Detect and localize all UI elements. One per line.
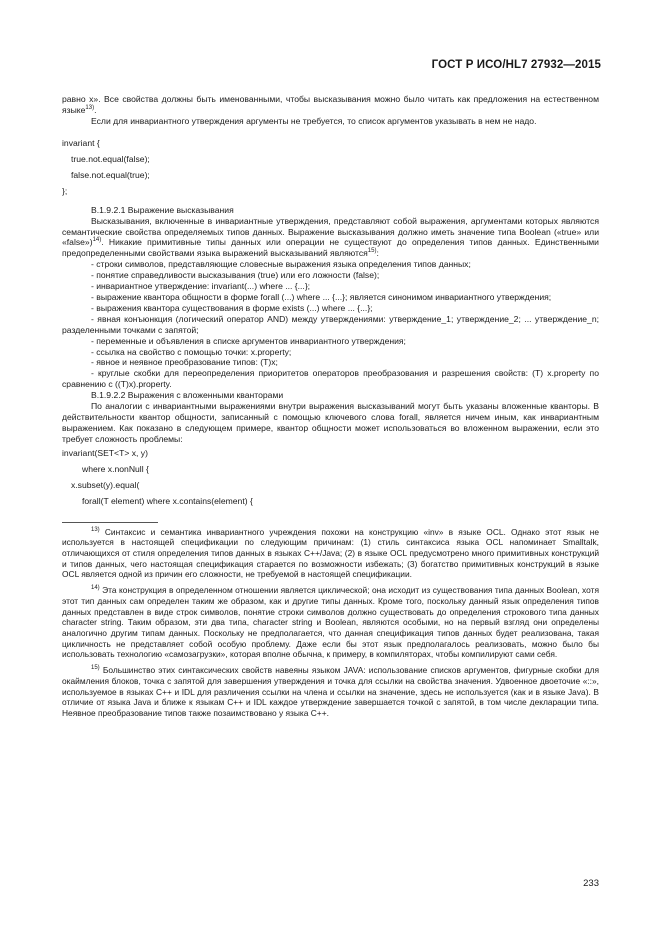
paragraph-text: . (94, 104, 97, 115)
section-title: B.1.9.2.1 Выражение высказывания (91, 204, 234, 215)
list-item: - понятие справедливости высказывания (true) или его ложности (false); (91, 270, 380, 281)
footnote-text: Синтаксис и семантика инвариантного учреждения похожи на конструкцию «inv» в языке OCL. Однако этот язык не используется в настоящей спецификации по следующим причинам: (1) стиль синтаксиса языка OCL напоминает Smalltalk, отличающихся от стиля определения типов данных в языках C++/Java; (2) в языке OCL предусмотрено много примитивных конструкций и типов данных, чего настоящая спецификация старается по возможности избежать; (3) богатство примитивных конструкций в языке OCL является одной из причин его сложности, не требуемой в настоящей спецификации. (62, 526, 600, 580)
footnote-text: Большинство этих синтаксических свойств навеяны языком JAVA: использование списков аргументов, фигурные скобки для окаймления блоков, точка с запятой для завершения утверждения и точка для ссылки на свойства значения. Удвоенное двоеточие «::», используемое в языках C++ и IDL для различения ссылки на члена и ссылки на значение, здесь не используется (как и в языке Java). В отличие от языка Java и ближе к языкам C++ и IDL каждое утверждение завершается точкой с запятой, в том числе декларации типа. Неявное преобразование типов также позаимствовано у языка C++. (62, 665, 599, 718)
paragraph-text: . Никакие примитивные типы данных или операции не существуют до определения типов данных. Единственными предопределенными свойствами языка выражений высказываний являются (62, 237, 599, 259)
paragraph-text: Высказывания, включенные в инвариантные утверждения, представляют собой выражения, аргументами которых являются семантические свойства определяемых типов данных. Выражение высказывания должно иметь значение типа Boolean («true» или «false») (62, 215, 599, 248)
footnote (62, 665, 599, 719)
footnote-ref: 15) (367, 248, 377, 255)
list-item: - ссылка на свойство с помощью точки: x.property; (91, 346, 292, 357)
document-id: ГОСТ Р ИСО/HL7 27932—2015 (431, 59, 601, 71)
footnote-number: 13) (91, 526, 100, 533)
list-item: - выражение квантора общности в форме forall (...) where ... {...}; является синонимом инвариантного утверждения; (91, 291, 552, 302)
paragraph: Если для инвариантного утверждения аргументы не требуется, то список аргументов указывать в нем не надо. (91, 115, 537, 126)
paragraph (62, 94, 599, 116)
code-line: true.not.equal(false); (71, 153, 150, 164)
list-item: - круглые скобки для переопределения приоритетов операторов преобразования и разрешения свойств: (T) x.property по сравнению с ((T)x).property. (62, 368, 599, 390)
footnote-number: 15) (91, 665, 100, 672)
page-content (62, 94, 599, 724)
code-line: false.not.equal(true); (71, 169, 150, 180)
paragraph (62, 216, 599, 260)
page-number: 233 (583, 878, 599, 889)
code-line: forall(T element) where x.contains(element) { (82, 495, 253, 506)
section-title: B.1.9.2.2 Выражения с вложенными кванторами (91, 390, 284, 401)
footnote-text: Эта конструкция в определенном отношении является циклической; она исходит из существования типа данных Boolean, хотя этот тип данных сам определен таким же образом, как и другие типы данных. Кроме того, поскольку данный язык определения типов данных представлен в виде строк символов, понятие строки символов должно существовать до определения строкового типа данных character string. Таким образом, эти два типа, character string и Boolean, являются особыми, но на первый взгляд они определены аналогично другим типам данных. Поскольку не предполагается, что данная спецификация типов данных будет реализована, такая цикличность не представляет собой особую проблему. Даже если бы этот язык предполагалось реализовать, можно было бы использовать технологию «самозагрузки», которая вполне обычна, к примеру, в компиляторах, чтобы компилируют сами себя. (62, 585, 599, 660)
footnote-number: 14) (91, 585, 100, 592)
list-item: - выражения квантора существования в форме exists (...) where ... {...}; (91, 302, 373, 313)
list-item: - явная конъюнкция (логический оператор AND) между утверждениями: утверждение_1; утверждение_2; ... утверждение_n; разделенными точками с запятой; (62, 313, 599, 335)
paragraph: По аналогии с инвариантными выражениями внутри выражения высказываний могут быть указаны вложенные кванторы. В действительности квантор общности, записанный с помощью ключевого слова forall, является ничем иным, как инвариантным выражением. Как показано в следующем примере, квантор общности может использоваться во вложенном выражении, если это требует сложность проблемы: (62, 401, 599, 444)
footnote-ref: 14) (92, 237, 102, 244)
footnote (62, 585, 599, 660)
list-item: - явное и неявное преобразование типов: (T)x; (91, 357, 278, 368)
code-line: }; (62, 185, 68, 196)
footnote (62, 527, 599, 581)
code-line: where x.nonNull { (82, 463, 149, 474)
footnote-ref: 13) (85, 104, 95, 111)
code-line: invariant(SET<T> x, y) (62, 447, 148, 458)
code-block (62, 135, 599, 199)
code-line: x.subset(y).equal( (71, 479, 140, 490)
list-item: - переменные и объявления в списке аргументов инвариантного утверждения; (91, 335, 406, 346)
paragraph-text: равно x». Все свойства должны быть именованными, чтобы высказывания можно было читать как предложения на естественном языке (62, 94, 599, 115)
footnote-divider (62, 522, 158, 523)
code-line: invariant { (62, 137, 100, 148)
paragraph-text: : (376, 248, 379, 259)
list-item: - инвариантное утверждение: invariant(...) where ... {...}; (91, 281, 311, 292)
code-block (62, 445, 599, 509)
list-item: - строки символов, представляющие словесные выражения языка определения типов данных; (91, 259, 471, 270)
